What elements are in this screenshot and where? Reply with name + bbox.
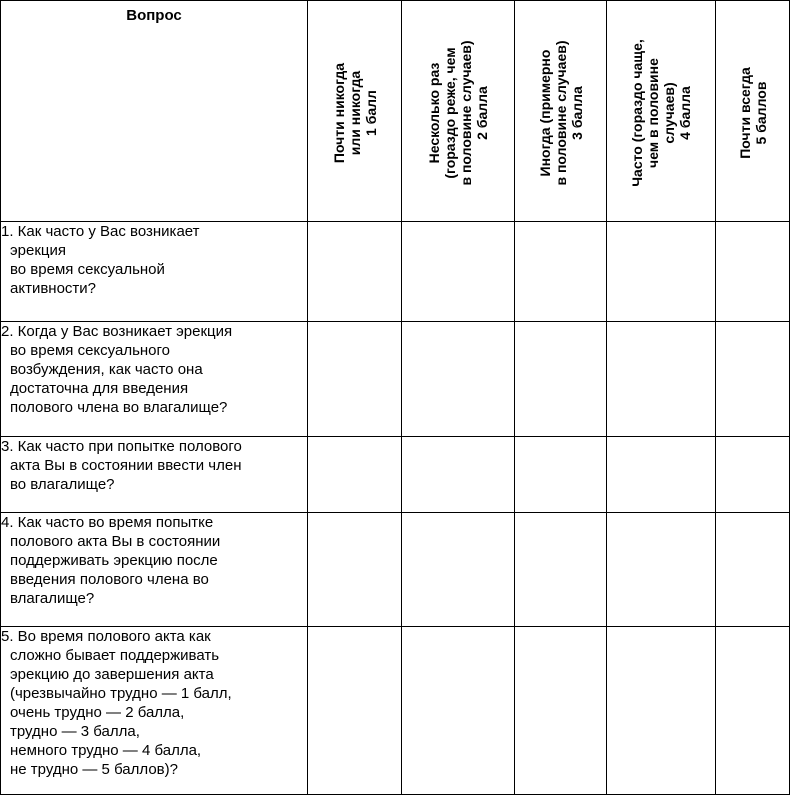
question-line: акта Вы в состоянии ввести член xyxy=(10,457,242,474)
answer-cell-4-5[interactable] xyxy=(716,513,790,627)
question-line: активности? xyxy=(10,280,97,297)
answer-cell-3-3[interactable] xyxy=(515,437,607,513)
header-line: 5 баллов xyxy=(752,81,769,145)
answer-header-4 xyxy=(607,1,716,222)
question-column-header xyxy=(1,1,308,222)
header-line: Почти никогда xyxy=(330,62,347,164)
header-line: Почти всегда xyxy=(736,67,753,159)
question-line: 2. Когда у Вас возникает эрекция xyxy=(1,323,233,340)
question-line: (чрезвычайно трудно — 1 балл, xyxy=(10,685,232,702)
header-line: случаев) xyxy=(661,82,677,144)
header-line: Несколько раз xyxy=(426,62,442,164)
answer-header-1 xyxy=(308,1,402,222)
question-line: полового акта Вы в состоянии xyxy=(10,533,221,550)
question-line: введения полового члена во xyxy=(10,571,209,588)
header-line: 1 балл xyxy=(362,90,379,136)
question-line: возбуждения, как часто она xyxy=(10,361,203,378)
answer-cell-2-5[interactable] xyxy=(716,322,790,437)
answer-header-label-4 xyxy=(629,13,693,213)
answer-cell-5-2[interactable] xyxy=(402,627,515,795)
answer-header-5 xyxy=(716,1,790,222)
answer-cell-2-3[interactable] xyxy=(515,322,607,437)
answer-cell-1-5[interactable] xyxy=(716,222,790,322)
answer-header-label-3 xyxy=(537,13,585,213)
header-line: в половине случаев) xyxy=(458,40,474,186)
question-text-5 xyxy=(1,627,308,795)
answer-cell-3-5[interactable] xyxy=(716,437,790,513)
question-line: эрекцию до завершения акта xyxy=(10,666,214,683)
question-line: очень трудно — 2 балла, xyxy=(10,704,185,721)
question-row-2 xyxy=(1,322,790,437)
header-row xyxy=(1,1,790,222)
header-line: (гораздо реже, чем xyxy=(442,47,458,179)
question-line: во время сексуальной xyxy=(10,261,165,278)
question-line: сложно бывает поддерживать xyxy=(10,647,220,664)
answer-cell-4-4[interactable] xyxy=(607,513,716,627)
answer-cell-1-1[interactable] xyxy=(308,222,402,322)
answer-header-label-5 xyxy=(737,13,769,213)
question-text-3 xyxy=(1,437,308,513)
question-line: достаточна для введения xyxy=(10,380,189,397)
answer-cell-3-4[interactable] xyxy=(607,437,716,513)
answer-cell-3-2[interactable] xyxy=(402,437,515,513)
answer-cell-1-3[interactable] xyxy=(515,222,607,322)
header-line: 2 балла xyxy=(474,86,490,140)
question-line: не трудно — 5 баллов)? xyxy=(10,761,178,778)
answer-header-label-1 xyxy=(331,13,379,213)
answer-cell-1-4[interactable] xyxy=(607,222,716,322)
question-line: 3. Как часто при попытке полового xyxy=(1,438,242,455)
question-row-5 xyxy=(1,627,790,795)
question-line: поддерживать эрекцию после xyxy=(10,552,218,569)
question-line: влагалище? xyxy=(10,590,95,607)
question-line: немного трудно — 4 балла, xyxy=(10,742,202,759)
answer-cell-4-1[interactable] xyxy=(308,513,402,627)
answer-cell-5-5[interactable] xyxy=(716,627,790,795)
question-line: эрекция xyxy=(10,242,66,259)
question-line: полового члена во влагалище? xyxy=(10,399,228,416)
question-line: 1. Как часто у Вас возникает xyxy=(1,223,200,240)
header-line: 3 балла xyxy=(568,86,585,140)
answer-cell-2-1[interactable] xyxy=(308,322,402,437)
answer-header-label-2 xyxy=(426,13,490,213)
question-row-1 xyxy=(1,222,790,322)
question-row-4 xyxy=(1,513,790,627)
answer-cell-5-1[interactable] xyxy=(308,627,402,795)
question-text-2 xyxy=(1,322,308,437)
header-line: 4 балла xyxy=(677,86,693,140)
question-header-label: Вопрос xyxy=(126,7,182,24)
question-line: 5. Во время полового акта как xyxy=(1,628,211,645)
header-line: Иногда (примерно xyxy=(536,49,553,177)
question-line: 4. Как часто во время попытке xyxy=(1,514,214,531)
answer-cell-4-2[interactable] xyxy=(402,513,515,627)
answer-cell-1-2[interactable] xyxy=(402,222,515,322)
question-row-3 xyxy=(1,437,790,513)
header-line: в половине случаев) xyxy=(552,40,569,186)
answer-cell-5-4[interactable] xyxy=(607,627,716,795)
question-line: во влагалище? xyxy=(10,476,115,493)
question-line: трудно — 3 балла, xyxy=(10,723,140,740)
question-text-1 xyxy=(1,222,308,322)
answer-header-3 xyxy=(515,1,607,222)
header-line: или никогда xyxy=(346,70,363,156)
header-line: чем в половине xyxy=(645,58,661,168)
answer-cell-2-4[interactable] xyxy=(607,322,716,437)
question-text-4 xyxy=(1,513,308,627)
header-line: Часто (гораздо чаще, xyxy=(629,39,645,187)
answer-cell-5-3[interactable] xyxy=(515,627,607,795)
answer-cell-4-3[interactable] xyxy=(515,513,607,627)
answer-header-2 xyxy=(402,1,515,222)
answer-cell-2-2[interactable] xyxy=(402,322,515,437)
question-line: во время сексуального xyxy=(10,342,170,359)
answer-cell-3-1[interactable] xyxy=(308,437,402,513)
